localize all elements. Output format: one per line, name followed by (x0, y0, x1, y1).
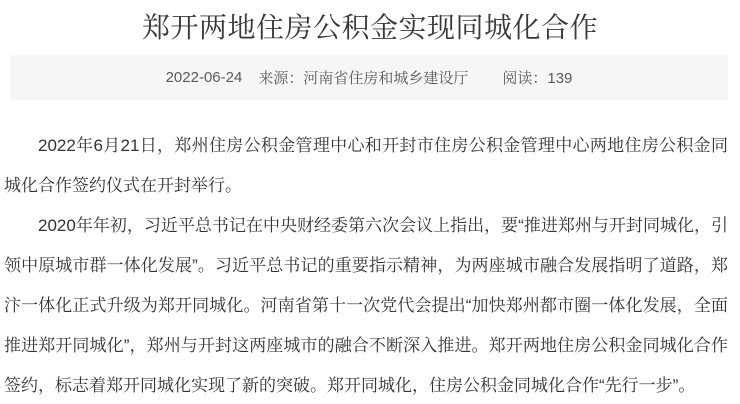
read-count-field (502, 67, 572, 88)
article-body (4, 126, 728, 404)
source-label: 来源： (258, 70, 304, 87)
article-paragraph: 2022年6月21日，郑州住房公积金管理中心和开封市住房公积金管理中心两地住房公积金同城化合作签约仪式在开封举行。 (4, 136, 728, 195)
read-count-label: 阅读： (502, 70, 548, 87)
article-meta-bar (10, 55, 728, 100)
source-value: 河南省住房和城乡建设厅 (303, 70, 469, 87)
article-paragraph: 2020年年初，习近平总书记在中央财经委第六次会议上指出，要“推进郑州与开封同城化，引领中原城市群一体化发展”。习近平总书记的重要指示精神，为两座城市融合发展指明了道路，郑汴一体化正式升级为郑开同城化。河南省第十一次党代会提出“加快郑州都市圈一体化发展，全面推进郑开同城化”，郑州与开封这两座城市的融合不断深入推进。郑开两地住房公积金同城化合作签约，标志着郑开同城化实现了新的突破。郑开同城化，住房公积金同城化合作“先行一步”。 (4, 216, 728, 395)
source-field (258, 67, 468, 88)
article-title: 郑开两地住房公积金实现同城化合作 (141, 12, 598, 43)
publish-date: 2022-06-24 (165, 69, 243, 86)
read-count-value: 139 (547, 70, 573, 87)
